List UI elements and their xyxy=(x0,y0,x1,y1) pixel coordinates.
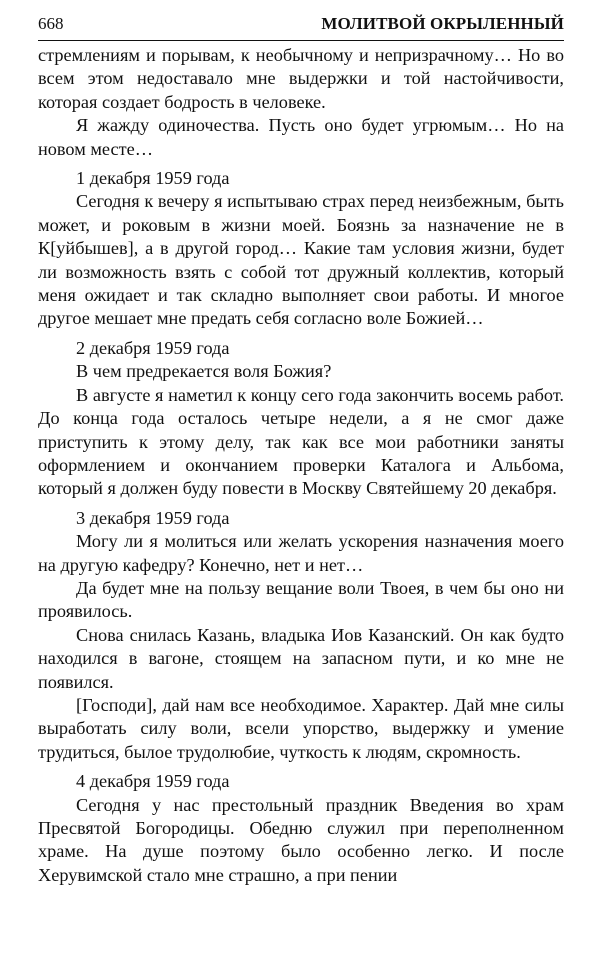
paragraph: В чем предрекается воля Божия? xyxy=(76,361,332,382)
running-title: МОЛИТВОЙ ОКРЫЛЕННЫЙ xyxy=(321,14,564,33)
paragraph: стремлениям и порывам, к необычному и непризрачному… Но во всем этом недоставало мне выдержки и той настойчивости, которая создает бодрость в человеке. xyxy=(38,45,564,112)
diary-date: 1 декабря 1959 года xyxy=(76,168,230,189)
diary-date: 2 декабря 1959 года xyxy=(76,337,230,358)
paragraph: Могу ли я молиться или желать ускорения назначения моего на другую кафедру? Конечно, нет и нет… xyxy=(38,531,564,575)
paragraph: [Господи], дай нам все необходимое. Характер. Дай мне силы выработать силу воли, всели упорство, выдержку и умение трудиться, былое трудолюбие, чуткость к людям, скромность. xyxy=(38,694,564,762)
header-rule xyxy=(38,40,564,41)
page-body xyxy=(38,44,564,887)
paragraph: Снова снилась Казань, владыка Иов Казанский. Он как будто находился в вагоне, стоящем на запасном пути, и ко мне не появился. xyxy=(38,624,564,692)
diary-date: 3 декабря 1959 года xyxy=(76,507,230,528)
page-header xyxy=(38,14,564,38)
paragraph: Сегодня у нас престольный праздник Введения во храм Пресвятой Богородицы. Обедню служил при переполненном храме. На душе поэтому было особенно легко. И после Херувимской стало мне страшно, а при пении xyxy=(38,794,564,885)
paragraph: Да будет мне на пользу вещание воли Твоея, в чем бы оно ни проявилось. xyxy=(38,577,564,622)
paragraph: В августе я наметил к концу сего года закончить восемь работ. До конца года осталось четыре недели, а я не смог даже приступить к этому делу, так как все мои работники заняты оформлением и окончанием проверки Каталога и Альбома, который я должен буду повести в Москву Святейшему 20 декабря. xyxy=(38,384,564,499)
paragraph: Сегодня к вечеру я испытываю страх перед неизбежным, быть может, и роковым в жизни моей. Боязнь за назначение не в К[уйбышев], а в другой город… Какие там условия жизни, будет ли возможность взять с собой тот дружный коллектив, который меня ожидает и так складно выполняет свои работы. И многое другое мешает мне предать себя согласно воле Божией… xyxy=(38,191,564,329)
paragraph: Я жажду одиночества. Пусть оно будет угрюмым… Но на новом месте… xyxy=(38,115,564,159)
diary-date: 4 декабря 1959 года xyxy=(76,771,230,792)
book-page xyxy=(38,14,564,887)
page-number: 668 xyxy=(38,14,64,33)
